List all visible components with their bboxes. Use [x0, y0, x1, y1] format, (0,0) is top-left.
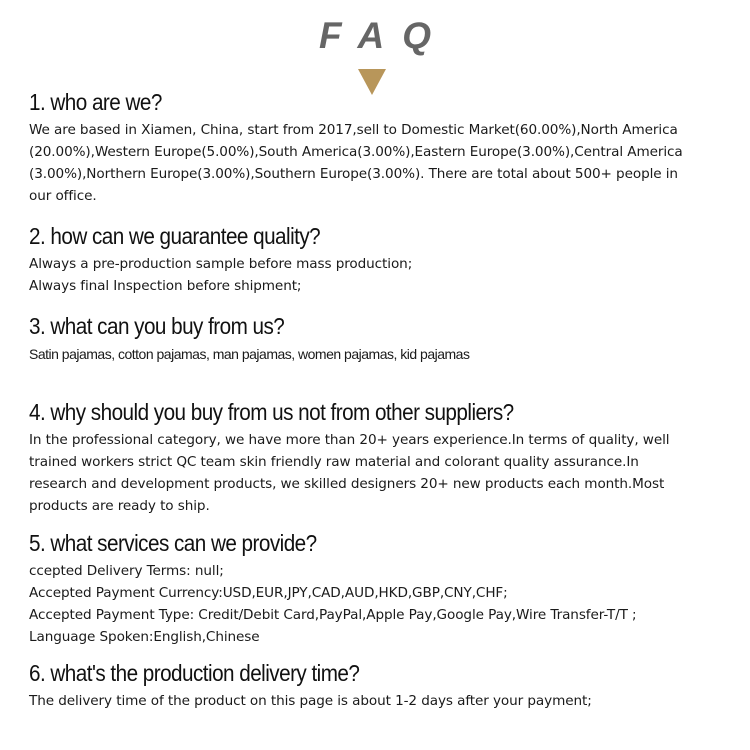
faq-question: 5. what services can we provide?	[29, 530, 317, 556]
faq-answer	[29, 690, 744, 712]
faq-answer	[29, 343, 744, 365]
faq-header	[0, 14, 750, 58]
answer-line: ccepted Delivery Terms: null;	[29, 563, 224, 579]
answer-line: The delivery time of the product on this page is about 1-2 days after your payment;	[29, 693, 592, 709]
answer-line: research and development products, we skilled designers 20+ new products each month.Most	[29, 476, 665, 492]
faq-item-what-to-buy	[29, 312, 744, 365]
faq-question: 6. what's the production delivery time?	[29, 660, 360, 686]
faq-answer	[29, 119, 744, 207]
faq-question: 3. what can you buy from us?	[29, 313, 285, 339]
faq-answer	[29, 429, 744, 517]
answer-line: (20.00%),Western Europe(5.00%),South America(3.00%),Eastern Europe(3.00%),Central America	[29, 144, 683, 160]
faq-question: 1. who are we?	[29, 89, 162, 115]
answer-line: Accepted Payment Type: Credit/Debit Card,PayPal,Apple Pay,Google Pay,Wire Transfer-T/T ;	[29, 607, 637, 623]
answer-line: (3.00%),Northern Europe(3.00%),Southern Europe(3.00%). There are total about 500+ people in	[29, 166, 678, 182]
answer-line: our office.	[29, 188, 97, 204]
faq-answer	[29, 560, 744, 648]
faq-item-who-are-we	[29, 88, 744, 207]
faq-question: 4. why should you buy from us not from other suppliers?	[29, 399, 514, 425]
answer-line: Always a pre-production sample before mass production;	[29, 256, 413, 272]
answer-line: In the professional category, we have more than 20+ years experience.In terms of quality, well	[29, 432, 670, 448]
answer-line: Language Spoken:English,Chinese	[29, 629, 260, 645]
faq-answer	[29, 253, 744, 297]
page-title: FAQ	[318, 15, 450, 56]
answer-line: Satin pajamas, cotton pajamas, man pajamas, women pajamas, kid pajamas	[29, 346, 470, 362]
answer-line: trained workers strict QC team skin friendly raw material and colorant quality assurance.In	[29, 454, 639, 470]
faq-item-why-us	[29, 398, 744, 517]
faq-question: 2. how can we guarantee quality?	[29, 223, 321, 249]
faq-item-quality	[29, 222, 744, 297]
answer-line: Always final Inspection before shipment;	[29, 278, 302, 294]
answer-line: We are based in Xiamen, China, start from 2017,sell to Domestic Market(60.00%),North America	[29, 122, 678, 138]
answer-line: Accepted Payment Currency:USD,EUR,JPY,CAD,AUD,HKD,GBP,CNY,CHF;	[29, 585, 508, 601]
faq-item-services	[29, 529, 744, 648]
faq-item-delivery-time	[29, 659, 744, 712]
answer-line: products are ready to ship.	[29, 498, 210, 514]
